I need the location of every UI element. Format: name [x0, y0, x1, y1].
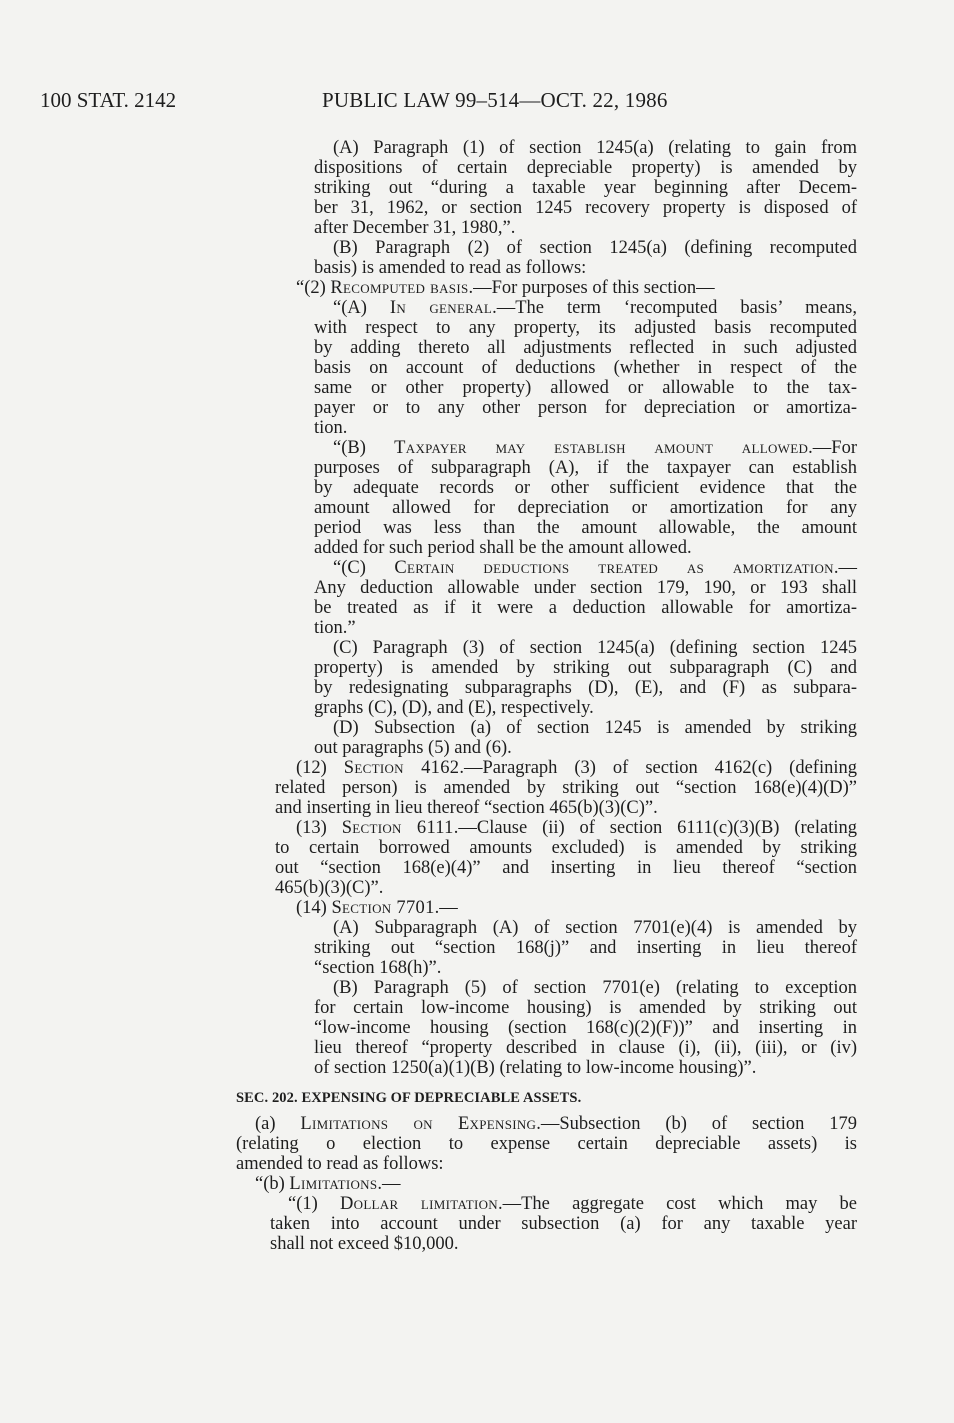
text-line: and inserting in lieu thereof “section 465(b)(3)(C)”. — [275, 798, 658, 818]
text-line: (relating o election to expense certain depreciable assets) is — [236, 1134, 857, 1154]
text-line — [296, 758, 857, 778]
text-line — [333, 558, 857, 578]
text-line — [255, 1114, 857, 1134]
text-line — [296, 278, 857, 298]
paragraph — [0, 298, 954, 438]
text-line: by redesignating subparagraphs (D), (E), and (F) as subpara- — [314, 678, 857, 698]
paragraph — [0, 238, 954, 278]
text-span: .—Clause (ii) of section 6111(c)(3)(B) (relating — [453, 818, 857, 838]
paragraph-heading: Limitations on Expensing — [300, 1114, 537, 1134]
text-line: (A) Paragraph (1) of section 1245(a) (relating to gain from — [333, 138, 857, 158]
text-line: out paragraphs (5) and (6). — [314, 738, 512, 758]
paragraph — [0, 718, 954, 758]
paragraph-heading: Dollar limitation — [339, 1194, 498, 1214]
paragraph — [0, 758, 954, 818]
paragraph — [0, 1174, 954, 1194]
text-line: lieu thereof “property described in clause (i), (ii), (iii), or (iv) — [314, 1038, 857, 1058]
text-line: shall not exceed $10,000. — [270, 1234, 459, 1254]
text-line: for certain low-income housing) is amended by striking out — [314, 998, 857, 1018]
text-span: (12) — [296, 758, 344, 778]
text-line — [296, 818, 857, 838]
text-line: added for such period shall be the amount allowed. — [314, 538, 692, 558]
paragraph — [0, 638, 954, 718]
text-line: by adding thereto all adjustments reflected in such adjusted — [314, 338, 857, 358]
text-line — [288, 1194, 857, 1214]
text-line: amended to read as follows: — [236, 1154, 444, 1174]
paragraph — [0, 898, 954, 918]
text-span: .—The aggregate cost which may be — [498, 1194, 857, 1214]
text-line: Any deduction allowable under section 179, 190, or 193 shall — [314, 578, 857, 598]
text-span: .—For purposes of this section— — [468, 278, 715, 298]
text-line — [296, 898, 857, 918]
text-line: out “section 168(e)(4)” and inserting in lieu thereof “section — [275, 858, 857, 878]
text-line: 465(b)(3)(C)”. — [275, 878, 384, 898]
text-span: “(C) — [333, 558, 395, 578]
text-span: (14) — [296, 898, 332, 918]
text-line: (A) Subparagraph (A) of section 7701(e)(4) is amended by — [333, 918, 857, 938]
text-span: “(1) — [288, 1194, 340, 1214]
text-line — [255, 1174, 857, 1194]
text-line: “section 168(h)”. — [314, 958, 442, 978]
text-span: .— — [833, 558, 857, 578]
paragraph — [0, 1194, 954, 1254]
text-line: (B) Paragraph (5) of section 7701(e) (relating to exception — [333, 978, 857, 998]
text-line: with respect to any property, its adjusted basis recomputed — [314, 318, 857, 338]
paragraph-heading: Section 6111 — [341, 818, 454, 838]
text-span: “(B) — [333, 438, 395, 458]
text-line: be treated as if it were a deduction allowable for amortiza- — [314, 598, 857, 618]
running-header: PUBLIC LAW 99–514—OCT. 22, 1986 — [322, 88, 668, 112]
text-line: ber 31, 1962, or section 1245 recovery property is disposed of — [314, 198, 857, 218]
text-line — [333, 438, 857, 458]
text-line: purposes of subparagraph (A), if the taxpayer can establish — [314, 458, 857, 478]
text-line: by adequate records or other sufficient evidence that the — [314, 478, 857, 498]
paragraph-heading: Limitations — [289, 1174, 378, 1194]
paragraph — [0, 278, 954, 298]
paragraph-heading: Certain deductions treated as amortization — [394, 558, 834, 578]
text-span: “(2) — [296, 278, 331, 298]
text-span: .—The term ‘recomputed basis’ means, — [492, 298, 857, 318]
text-span: .— — [434, 898, 458, 918]
paragraph — [0, 438, 954, 558]
paragraph — [0, 1114, 954, 1174]
paragraph-heading: In general — [389, 298, 493, 318]
text-line: striking out “during a taxable year beginning after Decem- — [314, 178, 857, 198]
text-span: .—For — [808, 438, 857, 458]
text-line: property) is amended by striking out subparagraph (C) and — [314, 658, 857, 678]
text-span: .—Paragraph (3) of section 4162(c) (defining — [459, 758, 857, 778]
amendments-list — [0, 138, 954, 1078]
text-line: basis on account of deductions (whether in respect of the — [314, 358, 857, 378]
section-202-body — [0, 1114, 954, 1254]
text-span: “(A) — [333, 298, 390, 318]
text-line: (B) Paragraph (2) of section 1245(a) (defining recomputed — [333, 238, 857, 258]
text-span: (13) — [296, 818, 342, 838]
text-line: period was less than the amount allowable, the amount — [314, 518, 857, 538]
text-span: .— — [377, 1174, 401, 1194]
paragraph-heading: Taxpayer may establish amount allowed — [394, 438, 809, 458]
paragraph — [0, 138, 954, 238]
text-line: (D) Subsection (a) of section 1245 is amended by striking — [333, 718, 857, 738]
text-line: after December 31, 1980,”. — [314, 218, 516, 238]
text-span: (a) — [255, 1114, 301, 1134]
text-span: .—Subsection (b) of section 179 — [536, 1114, 857, 1134]
text-span: “(b) — [255, 1174, 290, 1194]
text-line: (C) Paragraph (3) of section 1245(a) (defining section 1245 — [333, 638, 857, 658]
paragraph — [0, 558, 954, 638]
text-line — [333, 298, 857, 318]
text-line: amount allowed for depreciation or amortization for any — [314, 498, 857, 518]
section-heading: SEC. 202. EXPENSING OF DEPRECIABLE ASSETS. — [236, 1090, 582, 1106]
text-line: tion.” — [314, 618, 356, 638]
text-line: related person) is amended by striking out “section 168(e)(4)(D)” — [275, 778, 857, 798]
text-line: same or other property) allowed or allowable to the tax- — [314, 378, 857, 398]
paragraph — [0, 818, 954, 898]
text-line: tion. — [314, 418, 348, 438]
text-line: taken into account under subsection (a) for any taxable year — [270, 1214, 857, 1234]
paragraph-heading: Section 4162 — [343, 758, 460, 778]
paragraph — [0, 978, 954, 1078]
paragraph-heading: Section 7701 — [331, 898, 435, 918]
text-line: of section 1250(a)(1)(B) (relating to low-income housing)”. — [314, 1058, 757, 1078]
text-line: basis) is amended to read as follows: — [314, 258, 587, 278]
text-line: graphs (C), (D), and (E), respectively. — [314, 698, 594, 718]
text-line: to certain borrowed amounts excluded) is amended by striking — [275, 838, 857, 858]
text-line: striking out “section 168(j)” and inserting in lieu thereof — [314, 938, 857, 958]
document-body — [0, 138, 954, 1254]
paragraph-heading: Recomputed basis — [330, 278, 469, 298]
text-line: dispositions of certain depreciable property) is amended by — [314, 158, 857, 178]
text-line: payer or to any other person for depreciation or amortiza- — [314, 398, 857, 418]
paragraph — [0, 918, 954, 978]
text-line: “low-income housing (section 168(c)(2)(F))” and inserting in — [314, 1018, 857, 1038]
page-reference: 100 STAT. 2142 — [40, 88, 177, 112]
